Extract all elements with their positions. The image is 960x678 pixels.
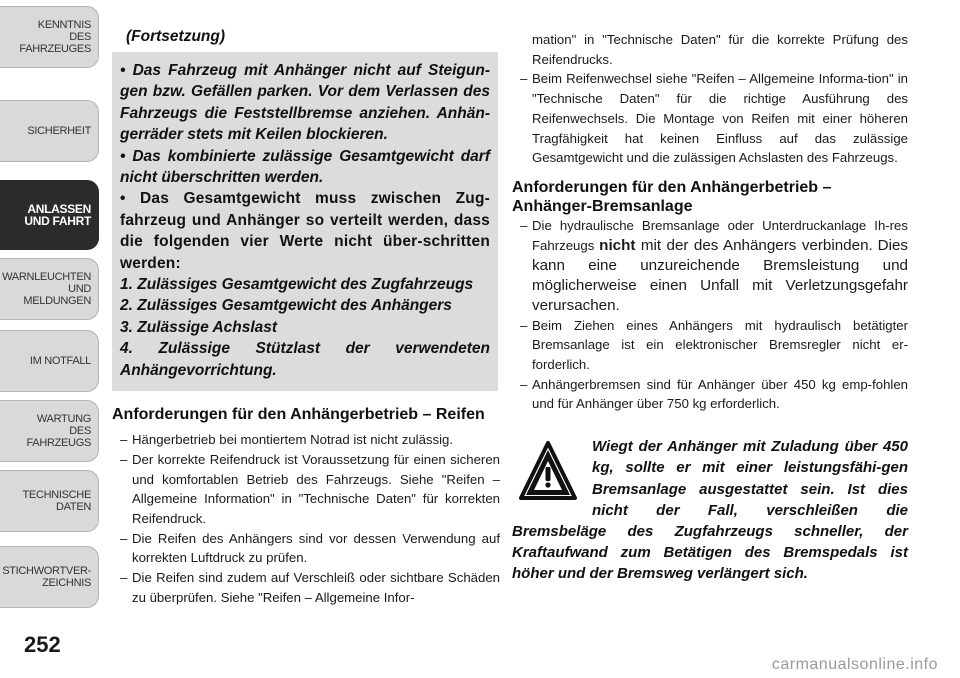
brake-text-c: Dies kann eine unzureichende Bremsleistung und möglicherweise einen Unfall mit Verletzungsgefahr verursachen. <box>532 236 908 314</box>
list-item: – Anhängerbremsen sind für Anhänger über 450 kg emp-fohlen und für Anhänger über 750 kg erforderlich. <box>512 375 908 414</box>
brake-text-nicht: nicht <box>599 236 636 254</box>
brake-text-a: Die hydraulische Bremsanlage oder Unterdruckanlage Ih-res Fahrzeugs <box>532 217 908 253</box>
warning-list-item-4: 4. Zulässige Stützlast der verwendeten Anhängevorrichtung. <box>120 340 490 379</box>
caution-text: Wiegt der Anhänger mit Zuladung über 450 kg, sollte er mit einer leistungsfähi-gen Bremsanlage ausgestattet sein. Ist dies nicht der Fall, verschleißen die Bremsbeläge des Zugfahrzeugs schneller, der Kraftaufwand zum Betätigen des Bremspedals ist höher und der Bremsweg verlängert sich. <box>512 438 908 583</box>
tab-stichwortverzeichnis[interactable]: STICHWORTVER- ZEICHNIS <box>0 546 99 608</box>
list-item: – Die Reifen des Anhängers sind vor dessen Verwendung auf korrekten Luftdruck zu prüfen. <box>112 529 500 568</box>
warning-triangle-icon <box>518 440 578 502</box>
caution-block <box>512 436 908 584</box>
warning-box <box>112 52 498 391</box>
list-item: – Beim Ziehen eines Anhängers mit hydraulisch betätigter Bremsanlage ist ein elektronischer Bremsregler nicht er-forderlich. <box>512 316 908 375</box>
brake-requirements-list <box>512 216 908 414</box>
warning-bullet-distribution: • Das Gesamtgewicht muss zwischen Zug-fahrzeug und Anhänger so verteilt werden, dass die folgenden vier Werte nicht über-schritten werden: <box>120 190 490 272</box>
tab-wartung[interactable]: WARTUNG DES FAHRZEUGS <box>0 400 99 462</box>
warning-list-item-2: 2. Zulässiges Gesamtgewicht des Anhängers <box>120 297 452 315</box>
left-column <box>112 28 500 607</box>
tab-notfall[interactable]: IM NOTFALL <box>0 330 99 392</box>
tab-kenntnis[interactable]: KENNTNIS DES FAHRZEUGES <box>0 6 99 68</box>
warning-list-item-1: 1. Zulässiges Gesamtgewicht des Zugfahrzeugs <box>120 276 474 294</box>
tab-sicherheit[interactable]: SICHERHEIT <box>0 100 99 162</box>
warning-bullet-total-weight: • Das kombinierte zulässige Gesamtgewicht darf nicht überschritten werden. <box>120 147 490 187</box>
section-heading-trailer-brakes: Anforderungen für den Anhängerbetrieb – Anhänger-Bremsanlage <box>512 178 832 215</box>
tab-warnleuchten[interactable]: WARNLEUCHTEN UND MELDUNGEN <box>0 258 99 320</box>
brake-text-b: mit der des Anhängers verbinden. <box>635 236 873 254</box>
watermark: carmanualsonline.info <box>771 656 938 673</box>
section-heading-tires: Anforderungen für den Anhängerbetrieb – Reifen <box>112 406 485 424</box>
list-item-continued: mation" in "Technische Daten" für die korrekte Prüfung des Reifendrucks. <box>532 32 908 67</box>
tab-technische-daten[interactable]: TECHNISCHE DATEN <box>0 470 99 532</box>
tire-requirements-list <box>112 430 500 607</box>
warning-bullet-parking: • Das Fahrzeug mit Anhänger nicht auf Steigun-gen bzw. Gefällen parken. Vor dem Verlassen des Fahrzeugs die Feststellbremse anziehen. Anhän-gerräder stets mit Keilen blockieren. <box>120 62 490 144</box>
tire-requirements-list-continued <box>512 30 908 168</box>
tab-anlassen-active[interactable]: ANLASSEN UND FAHRT <box>0 180 99 250</box>
list-item: – Der korrekte Reifendruck ist Voraussetzung für einen sicheren und komfortablen Betrieb des Fahrzeugs. Siehe "Reifen – Allgemeine Information" in "Technische Daten" für korrekten Reifendruck. <box>112 450 500 529</box>
list-item <box>512 216 908 316</box>
continuation-label: (Fortsetzung) <box>126 28 226 45</box>
page-number: 252 <box>24 632 61 657</box>
list-item: – Die Reifen sind zudem auf Verschleiß oder sichtbare Schäden zu überprüfen. Siehe "Reifen – Allgemeine Infor- <box>112 568 500 607</box>
list-item: – Hängerbetrieb bei montiertem Notrad ist nicht zulässig. <box>112 430 500 450</box>
list-item: – Beim Reifenwechsel siehe "Reifen – Allgemeine Informa-tion" in "Technische Daten" für die richtige Ausführung des Reifenwechsels. Die Montage von Reifen mit einer höheren Tragfähigkeit hat keinen Einfluss auf das zulässige Gesamtgewicht und die zulässigen Achslasten des Fahrzeugs. <box>512 69 908 168</box>
warning-list-item-3: 3. Zulässige Achslast <box>120 318 278 336</box>
right-column <box>512 30 908 585</box>
chapter-tabs <box>0 0 100 640</box>
